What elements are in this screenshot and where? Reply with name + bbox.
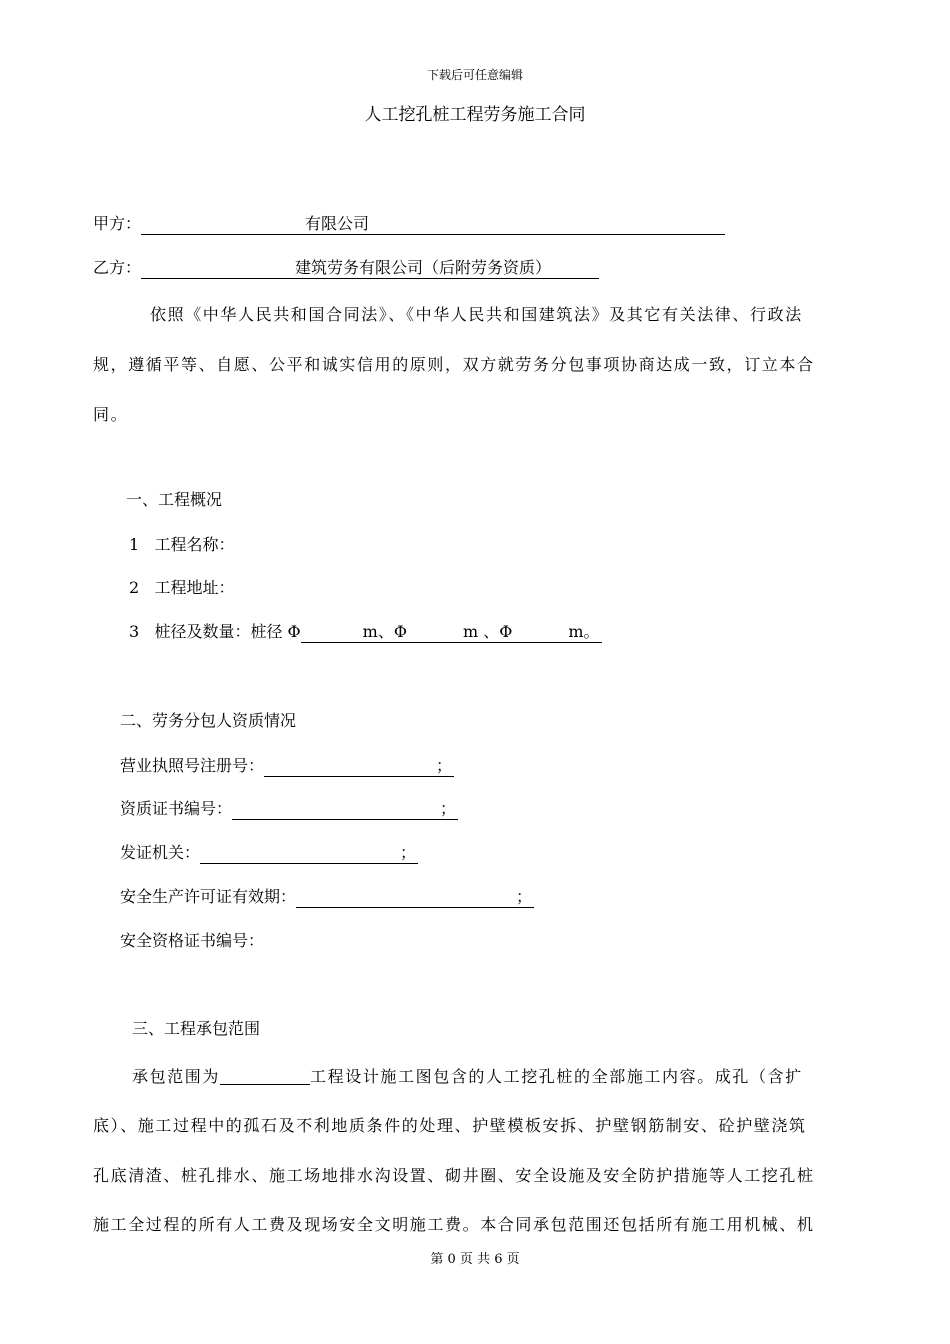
party-b-label: 乙方： (93, 258, 142, 277)
scope-prefix: 承包范围为 (132, 1067, 221, 1086)
safety-permit-line (120, 887, 534, 908)
scope-text: 工程设计施工图包含的人工挖孔桩的全部施工内容。成孔（含扩 (310, 1067, 803, 1086)
page-number: 第 0 页 共 6 页 (430, 1252, 520, 1267)
scope-project-field (220, 1064, 310, 1085)
project-address-label: 工程地址： (154, 578, 235, 597)
preamble-line-1: 依照《中华人民共和国合同法》、《中华人民共和国建筑法》及其它有关法律、行政法 (150, 305, 803, 324)
section2-heading: 二、劳务分包人资质情况 (120, 711, 297, 730)
party-b-value: 建筑劳务有限公司（后附劳务资质） (295, 258, 552, 277)
scope-line-3: 孔底清渣、桩孔排水、施工场地排水沟设置、砌井圈、安全设施及安全防护措施等人工挖孔桩 (93, 1166, 815, 1185)
pile-diameter-field-3: m。 (514, 622, 601, 643)
party-a-label: 甲方： (93, 214, 142, 233)
section1-item-2 (129, 578, 234, 598)
license-field: ； (264, 756, 454, 777)
pile-diameter-field-1: m、Φ (301, 622, 409, 643)
safety-permit-label: 安全生产许可证有效期： (120, 887, 297, 906)
safety-permit-field: ； (296, 887, 534, 908)
issuer-line (120, 843, 418, 864)
item-number: 3 (129, 622, 140, 641)
cert-label: 资质证书编号： (120, 799, 233, 818)
issuer-label: 发证机关： (120, 843, 201, 862)
item-number: 2 (129, 578, 140, 597)
license-line (120, 756, 454, 777)
party-b-line (93, 258, 599, 279)
project-name-label: 工程名称： (154, 535, 235, 554)
party-a-field (141, 214, 725, 235)
preamble-line-2: 规，遵循平等、自愿、公平和诚实信用的原则，双方就劳务分包事项协商达成一致，订立本合 (93, 355, 815, 374)
party-a-line (93, 214, 725, 235)
safety-cert-label: 安全资格证书编号： (120, 931, 265, 950)
section3-heading: 三、工程承包范围 (132, 1019, 261, 1038)
party-b-field (141, 258, 599, 279)
section1-item-1 (129, 535, 234, 555)
preamble-line-3: 同。 (93, 405, 129, 424)
section1-heading: 一、工程概况 (126, 490, 223, 509)
scope-line-2: 底）、施工过程中的孤石及不利地质条件的处理、护壁模板安拆、护壁钢筋制安、砼护壁浇筑 (93, 1116, 807, 1135)
cert-line (120, 799, 458, 820)
issuer-field: ； (200, 843, 418, 864)
pile-diameter-field-2: m 、Φ (409, 622, 514, 643)
cert-field: ； (232, 799, 458, 820)
scope-line-1 (132, 1064, 803, 1087)
page-title: 人工挖孔桩工程劳务施工合同 (364, 105, 586, 125)
license-label: 营业执照号注册号： (120, 756, 265, 775)
scope-line-4: 施工全过程的所有人工费及现场安全文明施工费。本合同承包范围还包括所有施工用机械、机 (93, 1215, 815, 1234)
header-note: 下载后可任意编辑 (426, 68, 523, 82)
item-number: 1 (129, 535, 140, 554)
section1-item-3 (129, 622, 602, 643)
party-a-value: 有限公司 (305, 214, 370, 233)
pile-diameter-label: 桩径及数量：桩径 Φ (154, 622, 301, 641)
